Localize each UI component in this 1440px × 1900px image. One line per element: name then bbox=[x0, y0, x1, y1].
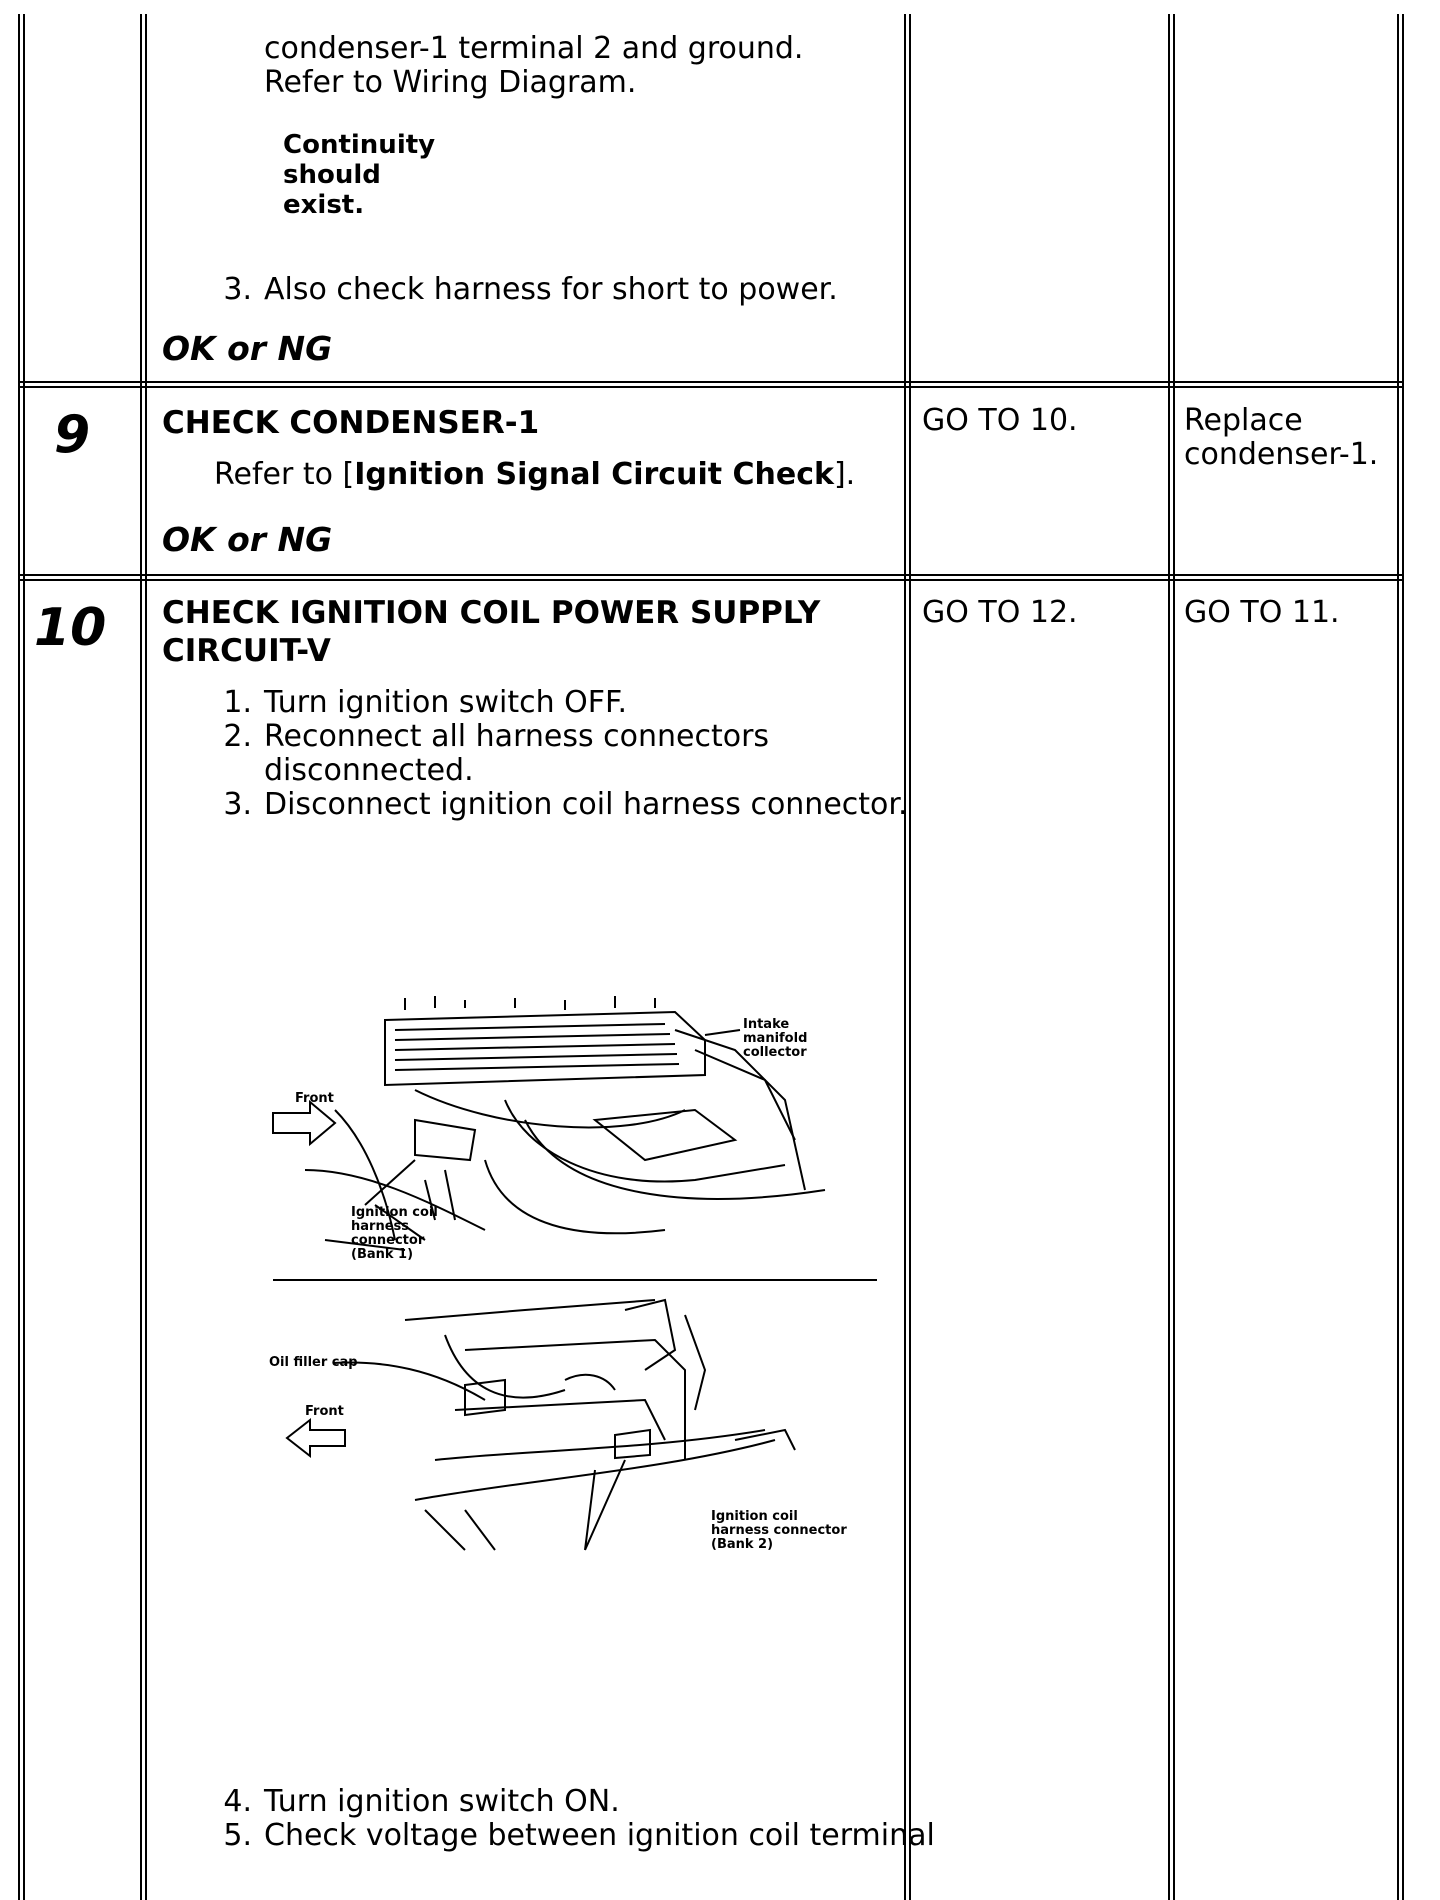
label-oil-filler-cap: Oil filler cap bbox=[269, 1355, 358, 1370]
step-item bbox=[204, 1819, 935, 1853]
row-separator-9-10 bbox=[18, 574, 1404, 581]
row9-ok-or-ng: OK or NG bbox=[162, 520, 333, 559]
label-coil-bank2: Ignition coil bbox=[711, 1509, 798, 1524]
ignition-signal-circuit-check-link[interactable]: Ignition Signal Circuit Check bbox=[354, 457, 834, 492]
table-divider-ok bbox=[904, 14, 911, 1900]
refer-suffix: ]. bbox=[833, 457, 856, 492]
label-bank1: (Bank 1) bbox=[351, 1247, 414, 1262]
step-item bbox=[204, 686, 908, 720]
label-connector: connector bbox=[351, 1233, 425, 1248]
step-item bbox=[204, 720, 908, 754]
title-line: CHECK IGNITION COIL POWER SUPPLY bbox=[162, 595, 821, 631]
step-item bbox=[204, 1785, 935, 1819]
step-number: 3. bbox=[223, 272, 252, 307]
step-text: Turn ignition switch OFF. bbox=[264, 685, 628, 720]
step-number: 4. bbox=[223, 1784, 252, 1819]
row9-refer bbox=[214, 458, 855, 492]
step-number: 5. bbox=[223, 1818, 252, 1853]
row10-ng-action: GO TO 11. bbox=[1184, 595, 1340, 630]
spec-line: should bbox=[283, 160, 381, 190]
step-text: disconnected. bbox=[264, 753, 474, 788]
label-intake: Intake bbox=[743, 1017, 790, 1032]
ng-line: condenser-1. bbox=[1184, 437, 1379, 472]
step-text: Also check harness for short to power. bbox=[264, 272, 838, 307]
title-line: CIRCUIT-V bbox=[162, 633, 331, 669]
front-arrow-right-icon bbox=[273, 1102, 335, 1144]
row10-title bbox=[162, 594, 820, 670]
row10-steps-after bbox=[204, 1785, 935, 1853]
label-harness: harness bbox=[351, 1219, 409, 1234]
label-bank2: (Bank 2) bbox=[711, 1537, 774, 1552]
step-number: 3. bbox=[223, 787, 252, 822]
bottom-figure-labels bbox=[269, 1355, 847, 1552]
step-text: Disconnect ignition coil harness connector. bbox=[264, 787, 908, 822]
row9-ok-action: GO TO 10. bbox=[922, 403, 1078, 438]
refer-prefix: Refer to [ bbox=[214, 457, 355, 492]
row8-step3 bbox=[204, 273, 838, 307]
table-divider-ng bbox=[1168, 14, 1175, 1900]
coil-connector-bank1 bbox=[415, 1120, 475, 1160]
spec-line: Continuity bbox=[283, 130, 436, 160]
step-text: Check voltage between ignition coil terminal bbox=[264, 1818, 935, 1853]
row9-title: CHECK CONDENSER-1 bbox=[162, 405, 540, 441]
table-border-right bbox=[1397, 14, 1404, 1900]
row9-ng-action bbox=[1184, 404, 1378, 472]
row10-ok-action: GO TO 12. bbox=[922, 595, 1078, 630]
step-item bbox=[204, 788, 908, 822]
label-harness-connector-bank2: harness connector bbox=[711, 1523, 847, 1538]
label-manifold: manifold bbox=[743, 1031, 808, 1046]
step-item-continued bbox=[204, 754, 908, 788]
row8-spec bbox=[283, 130, 435, 220]
row9-step-number: 9 bbox=[54, 405, 91, 465]
front-arrow-left-icon bbox=[287, 1420, 345, 1456]
row8-continued-line1: condenser-1 terminal 2 and ground. bbox=[264, 31, 804, 66]
table-border-left bbox=[18, 14, 25, 1900]
row8-ok-or-ng: OK or NG bbox=[162, 329, 333, 368]
ng-line: Replace bbox=[1184, 403, 1303, 438]
row10-steps bbox=[204, 686, 908, 822]
ignition-coil-location-figure bbox=[265, 990, 890, 1590]
row-separator-8-9 bbox=[18, 381, 1404, 388]
spec-line: exist. bbox=[283, 190, 365, 220]
label-front-top: Front bbox=[295, 1091, 334, 1106]
label-collector: collector bbox=[743, 1045, 807, 1060]
row10-step-number: 10 bbox=[34, 598, 107, 658]
label-front-bottom: Front bbox=[305, 1404, 344, 1419]
step-number: 1. bbox=[223, 685, 252, 720]
table-divider-step bbox=[140, 14, 147, 1900]
step-text: Turn ignition switch ON. bbox=[264, 1784, 620, 1819]
row8-continued-line2: Refer to Wiring Diagram. bbox=[264, 65, 637, 100]
label-coil: Ignition coil bbox=[351, 1205, 438, 1220]
step-text: Reconnect all harness connectors bbox=[264, 719, 770, 754]
step-number: 2. bbox=[223, 719, 252, 754]
